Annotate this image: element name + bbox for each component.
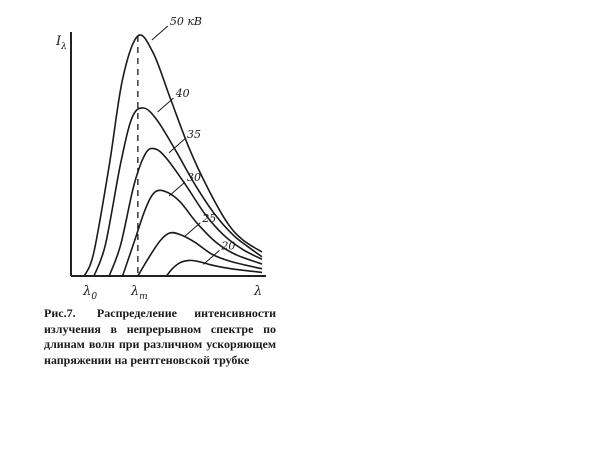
- series-leader-1: [158, 98, 174, 112]
- x-tick-subscript: m: [139, 292, 148, 302]
- series-label-5: 20: [221, 239, 236, 253]
- series-label-1: 40: [175, 87, 190, 100]
- series-curve-3: [123, 190, 262, 276]
- series-leader-3: [169, 182, 185, 196]
- series-leader-2: [169, 139, 185, 153]
- series-label-0: 50 кВ: [169, 15, 203, 28]
- x-axis-label: λ: [254, 284, 263, 299]
- chart-axes: [71, 32, 266, 276]
- y-axis-label: [55, 34, 67, 52]
- series-leader-4: [184, 223, 200, 237]
- figure-caption: [44, 306, 276, 368]
- series-label-3: 30: [187, 171, 202, 184]
- x-tick-label: [130, 284, 148, 302]
- x-tick-symbol: λ: [83, 284, 92, 299]
- caption-text: Распределение интенсивности излучения в непрерывном спектре по длинам волн при различном ускоряющем напряжении на рентгеновской трубке: [44, 306, 276, 367]
- chart-labels: [55, 15, 262, 302]
- x-tick-symbol: λ: [130, 284, 140, 299]
- x-tick-label: [82, 284, 97, 302]
- caption-label: Рис.7.: [44, 306, 76, 320]
- series-leader-0: [152, 26, 168, 40]
- y-axis-label-symbol: I: [56, 34, 62, 49]
- series-label-2: 35: [187, 127, 202, 141]
- series-label-4: 25: [202, 211, 217, 225]
- y-axis-label-subscript: λ: [61, 42, 67, 52]
- x-tick-subscript: 0: [91, 292, 98, 302]
- series-curve-4: [138, 233, 262, 276]
- series-curve-5: [167, 260, 263, 276]
